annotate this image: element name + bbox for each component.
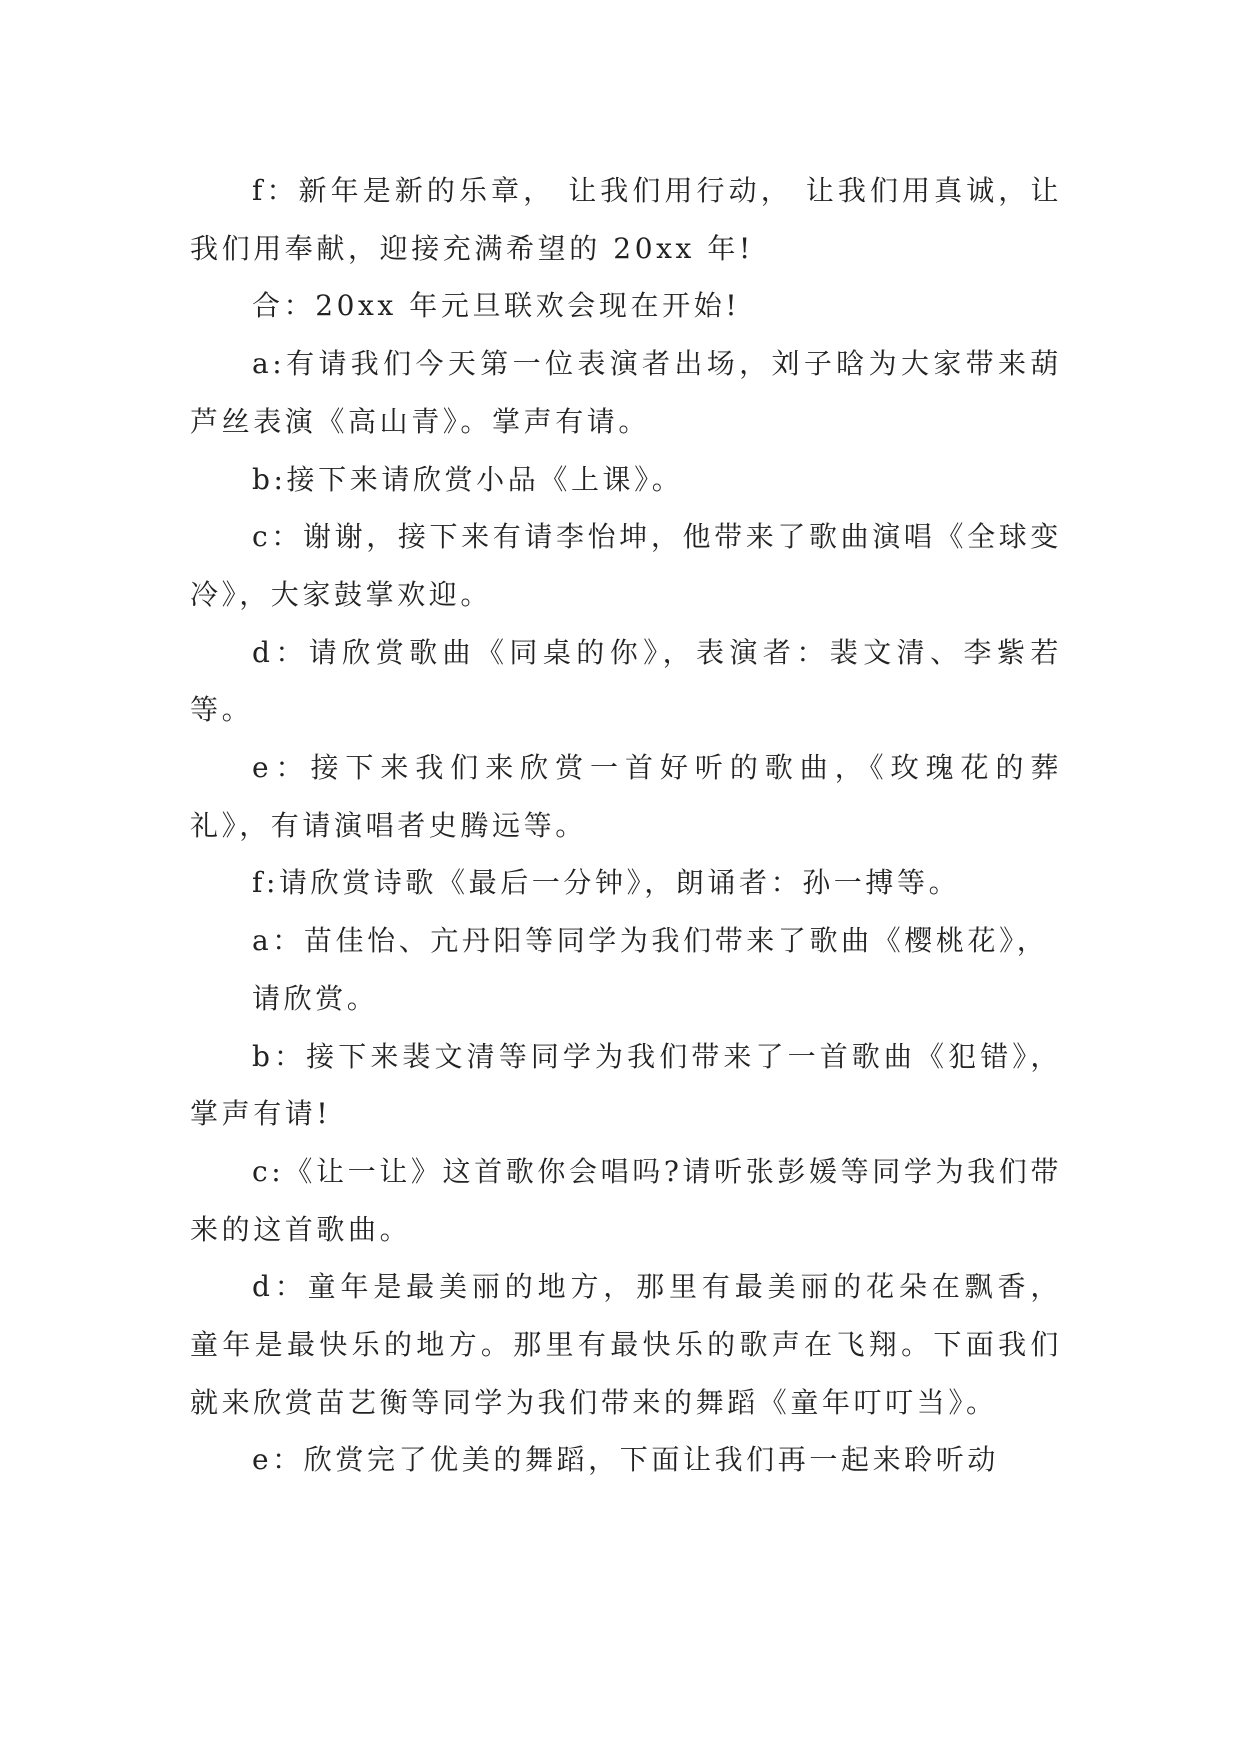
paragraph-b-sketch: b:接下来请欣赏小品《上课》。: [252, 462, 684, 496]
paragraph-please-enjoy: 请欣赏。: [252, 981, 379, 1015]
paragraph-c-song: c：谢谢，接下来有请李怡坤，他带来了歌曲演唱《全球变冷》，大家鼓掌欢迎。: [190, 520, 1062, 611]
paragraph-d-childhood: d：童年是最美丽的地方，那里有最美丽的花朵在飘香，童年是最快乐的地方。那里有最快乐的歌声在飞翔。下面我们就来欣赏苗艺衡等同学为我们带来的舞蹈《童年叮叮当》。: [190, 1270, 1062, 1419]
paragraph-e-dance: e：欣赏完了优美的舞蹈，下面让我们再一起来聆听动: [252, 1443, 999, 1477]
paragraph-a-cherry: a：苗佳怡、亢丹阳等同学为我们带来了歌曲《樱桃花》，: [252, 924, 1049, 958]
document-body: [190, 162, 1075, 1489]
paragraph-c-rang: c:《让一让》这首歌你会唱吗?请听张彭媛等同学为我们带来的这首歌曲。: [190, 1154, 1062, 1246]
paragraph-e-song: e：接下来我们来欣赏一首好听的歌曲，《玫瑰花的葬礼》，有请演唱者史腾远等。: [190, 751, 1062, 842]
paragraph-d-song: d：请欣赏歌曲《同桌的你》，表演者：裴文清、李紫若等。: [190, 635, 1062, 727]
paragraph-b-mistake: b：接下来裴文清等同学为我们带来了一首歌曲《犯错》， 掌声有请!: [190, 1039, 1075, 1131]
paragraph-f-opening: f：新年是新的乐章， 让我们用行动， 让我们用真诚，让我们用奉献，迎接充满希望的 20xx 年!: [190, 174, 1062, 265]
paragraph-a-hulusi: a:有请我们今天第一位表演者出场，刘子晗为大家带来葫芦丝表演《高山青》。掌声有请。: [190, 347, 1062, 438]
paragraph-f-poem: f:请欣赏诗歌《最后一分钟》，朗诵者：孙一搏等。: [252, 866, 961, 900]
paragraph-together-start: 合：20xx 年元旦联欢会现在开始!: [252, 289, 741, 323]
